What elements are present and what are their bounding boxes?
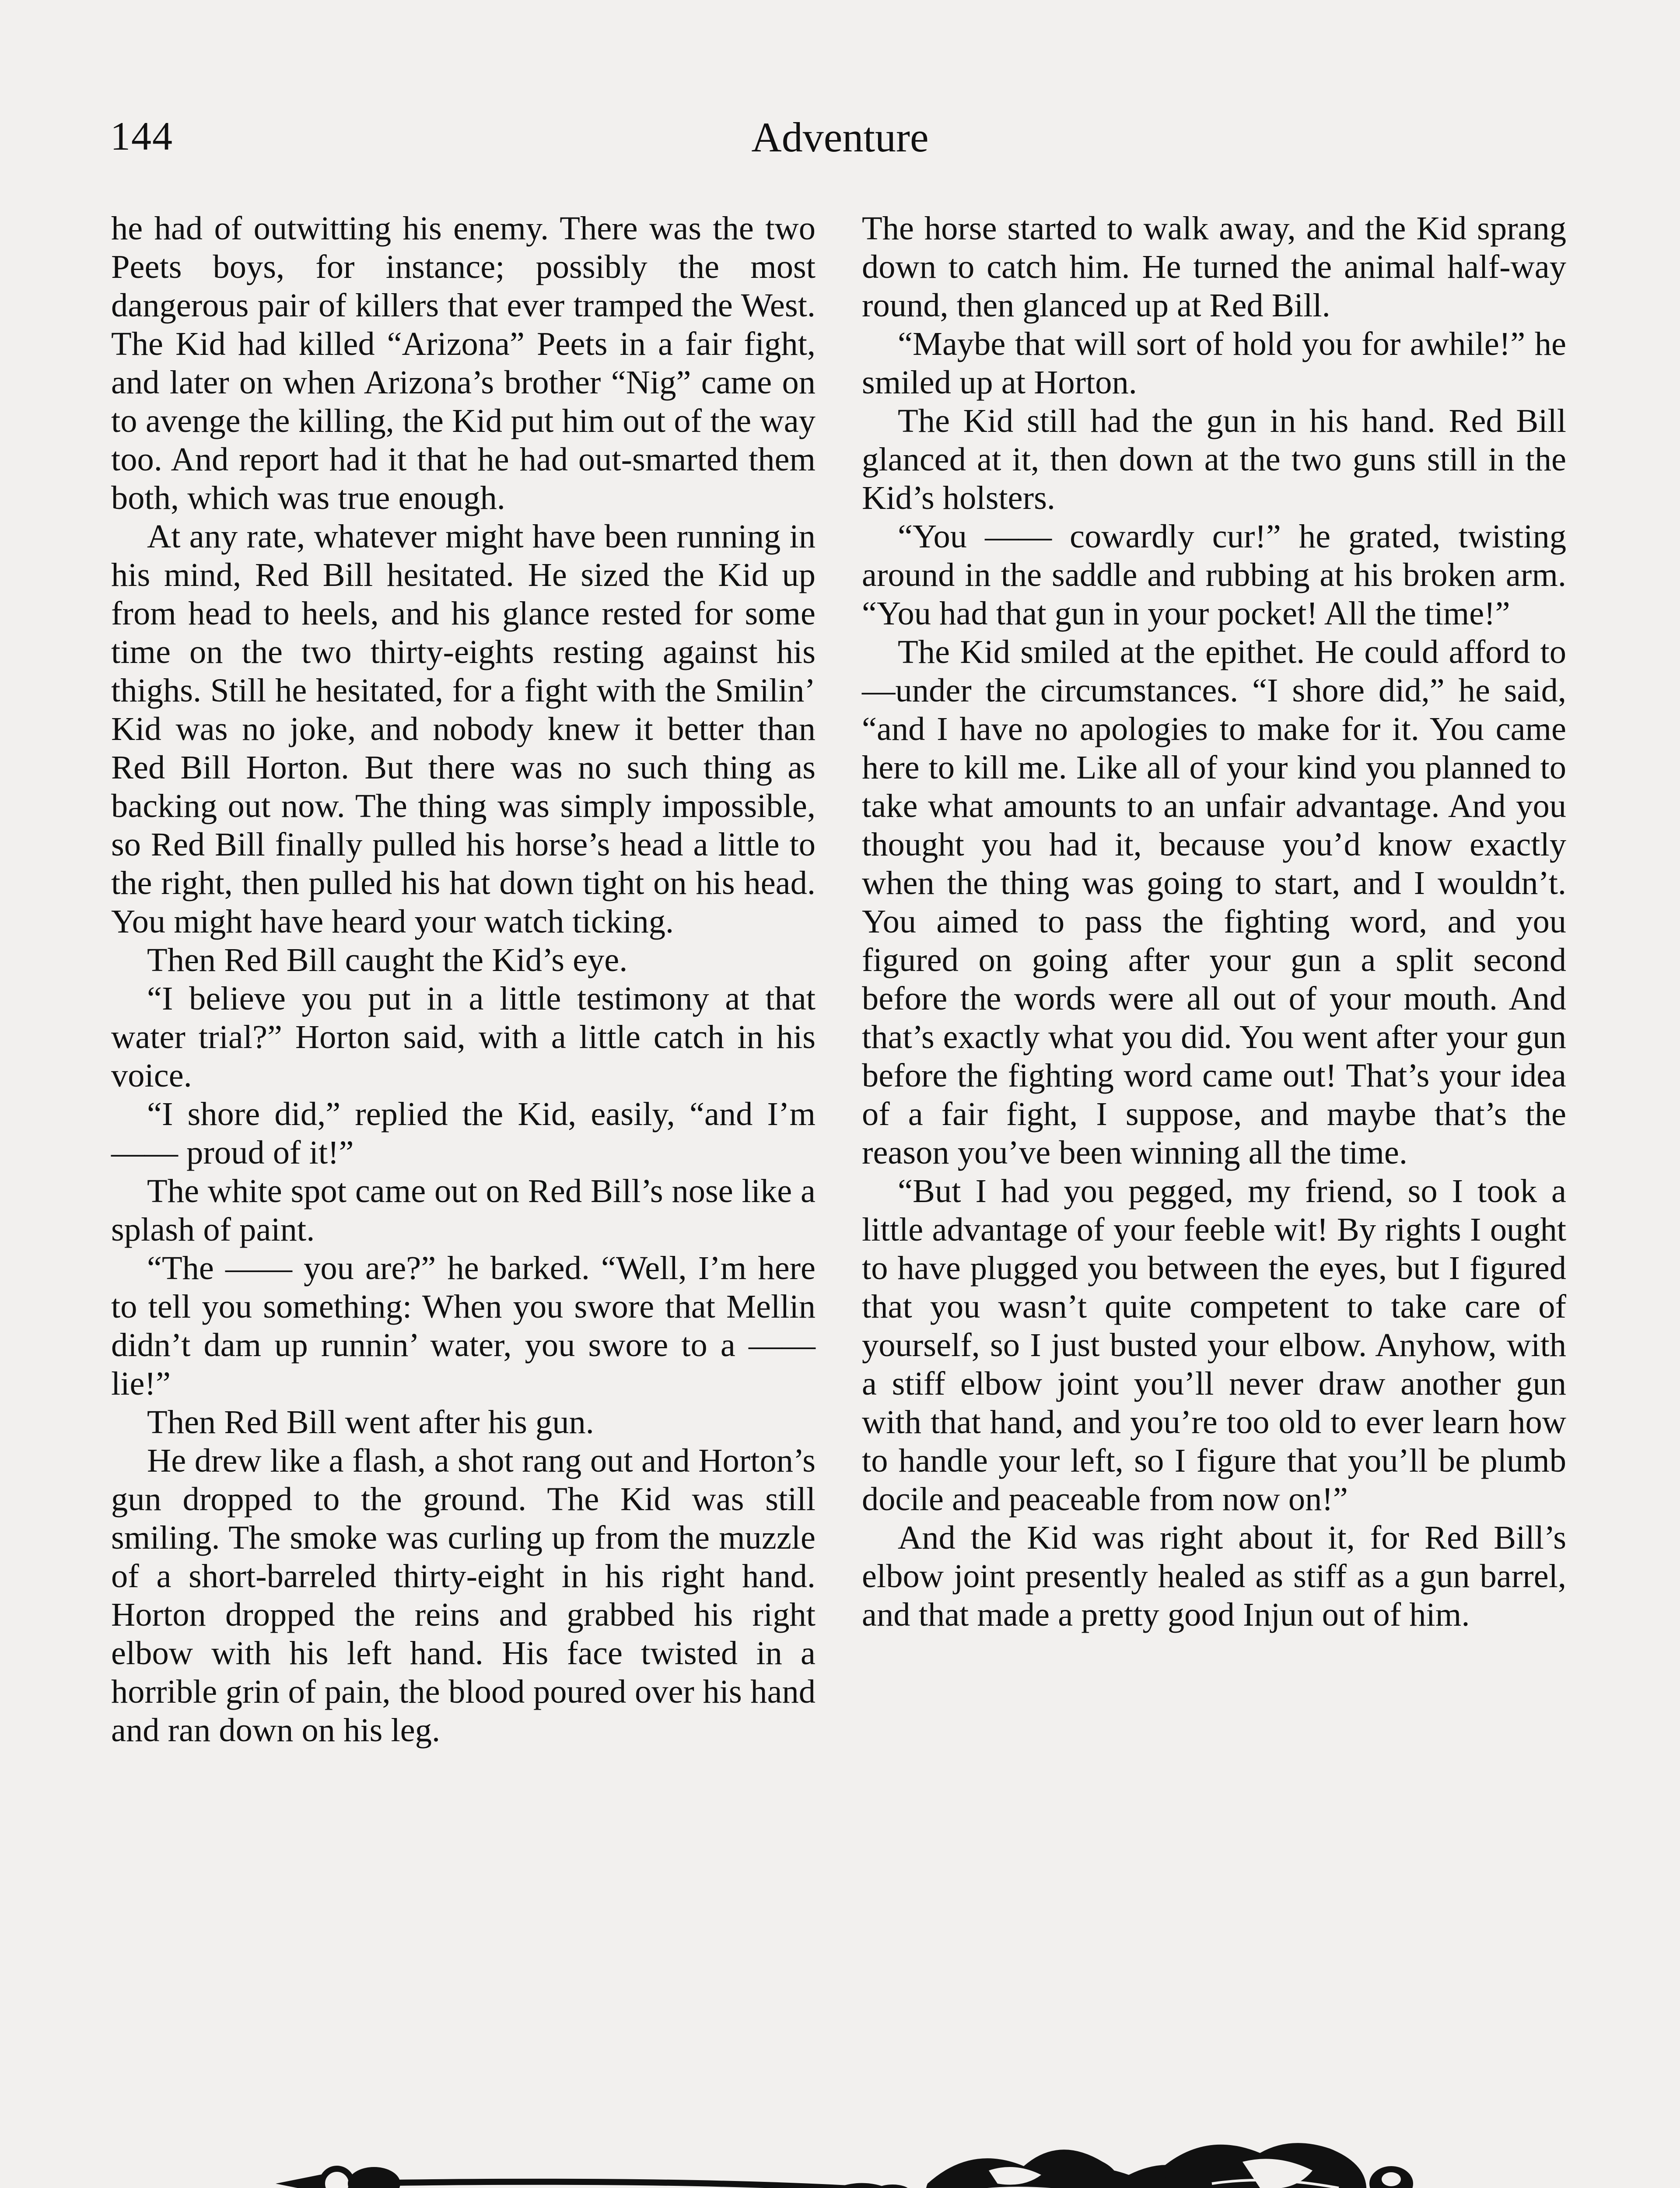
paragraph: Then Red Bill went after his gun. — [147, 1403, 594, 1441]
paragraph: The horse started to walk away, and the Kid sprang down to catch him. He turned the animal half-way round, then glanced up at Red Bill. — [862, 210, 1566, 324]
paragraph: he had of outwitting his enemy. There was the two Peets boys, for instance; possibly the most dangerous pair of killers that ever tramped the West. The Kid had killed “Arizona” Peets in a fair fight, and later on when Arizona’s brother “Nig” came on to avenge the killing, the Kid put him out of the way too. And report had it that he had out-smarted them both, which was true enough. — [111, 210, 816, 516]
paragraph: “But I had you pegged, my friend, so I took a little advantage of your feeble wit! By rights I ought to have plugged you between the eyes, but I figured that you wasn’t quite competent to take care of yourself, so I just busted your elbow. Anyhow, with a stiff elbow joint you’ll never draw another gun with that hand, and you’re too old to ever learn how to handle your left, so I figure that you’ll be plumb docile and peaceable from now on!” — [862, 1172, 1566, 1518]
paragraph: Then Red Bill caught the Kid’s eye. — [147, 941, 628, 978]
paragraph: He drew like a flash, a shot rang out and Horton’s gun dropped to the ground. The Kid was still smiling. The smoke was curling up from the muzzle of a short-barreled thirty-eight in his right hand. Horton dropped the reins and grabbed his right elbow with his left hand. His face twisted in a horrible grin of pain, the blood poured over his hand and ran down on his leg. — [111, 1442, 816, 1749]
paragraph: At any rate, whatever might have been running in his mind, Red Bill hesitated. He sized the Kid up from head to heels, and his glance rested for some time on the two thirty-eights resting against his thighs. Still he hesitated, for a fight with the Smilin’ Kid was no joke, and nobody knew it better than Red Bill Horton. But there was no such thing as backing out now. The thing was simply impossible, so Red Bill finally pulled his horse’s head a little to the right, then pulled his hat down tight on his head. You might have heard your watch ticking. — [111, 518, 816, 940]
left-column — [111, 209, 816, 1750]
oak-branch-ornament-icon — [271, 2118, 1418, 2188]
page-number: 144 — [110, 114, 173, 158]
paragraph: The Kid smiled at the epithet. He could afford to—under the circumstances. “I shore did,” he said, “and I have no apologies to make for it. You came here to kill me. Like all of your kind you planned to take what amounts to an unfair advantage. And you thought you had it, because you’d know exactly when the thing was going to start, and I wouldn’t. You aimed to pass the fighting word, and you figured on going after your gun a split second before the words were all out of your mouth. And that’s exactly what you did. You went after your gun before the fighting word came out! That’s your idea of a fair fight, I suppose, and maybe that’s the reason you’ve been winning all the time. — [862, 633, 1566, 1171]
paragraph: And the Kid was right about it, for Red Bill’s elbow joint presently healed as stiff as a gun barrel, and that made a pretty good Injun out of him. — [862, 1519, 1566, 1633]
paragraph: “I shore did,” replied the Kid, easily, “and I’m —— proud of it!” — [111, 1095, 816, 1171]
paragraph: “I believe you put in a little testimony at that water trial?” Horton said, with a little catch in his voice. — [111, 980, 816, 1094]
running-head: Adventure — [751, 114, 929, 161]
paragraph: “You —— cowardly cur!” he grated, twisting around in the saddle and rubbing at his broken arm. “You had that gun in your pocket! All the time!” — [862, 518, 1566, 632]
right-column — [862, 209, 1566, 1634]
paragraph: The Kid still had the gun in his hand. Red Bill glanced at it, then down at the two guns still in the Kid’s holsters. — [862, 402, 1566, 516]
paragraph: The white spot came out on Red Bill’s nose like a splash of paint. — [111, 1172, 816, 1248]
paragraph: “Maybe that will sort of hold you for awhile!” he smiled up at Horton. — [862, 325, 1566, 401]
paragraph: “The —— you are?” he barked. “Well, I’m here to tell you something: When you swore that Mellin didn’t dam up runnin’ water, you swore to a —— lie!” — [111, 1249, 816, 1402]
